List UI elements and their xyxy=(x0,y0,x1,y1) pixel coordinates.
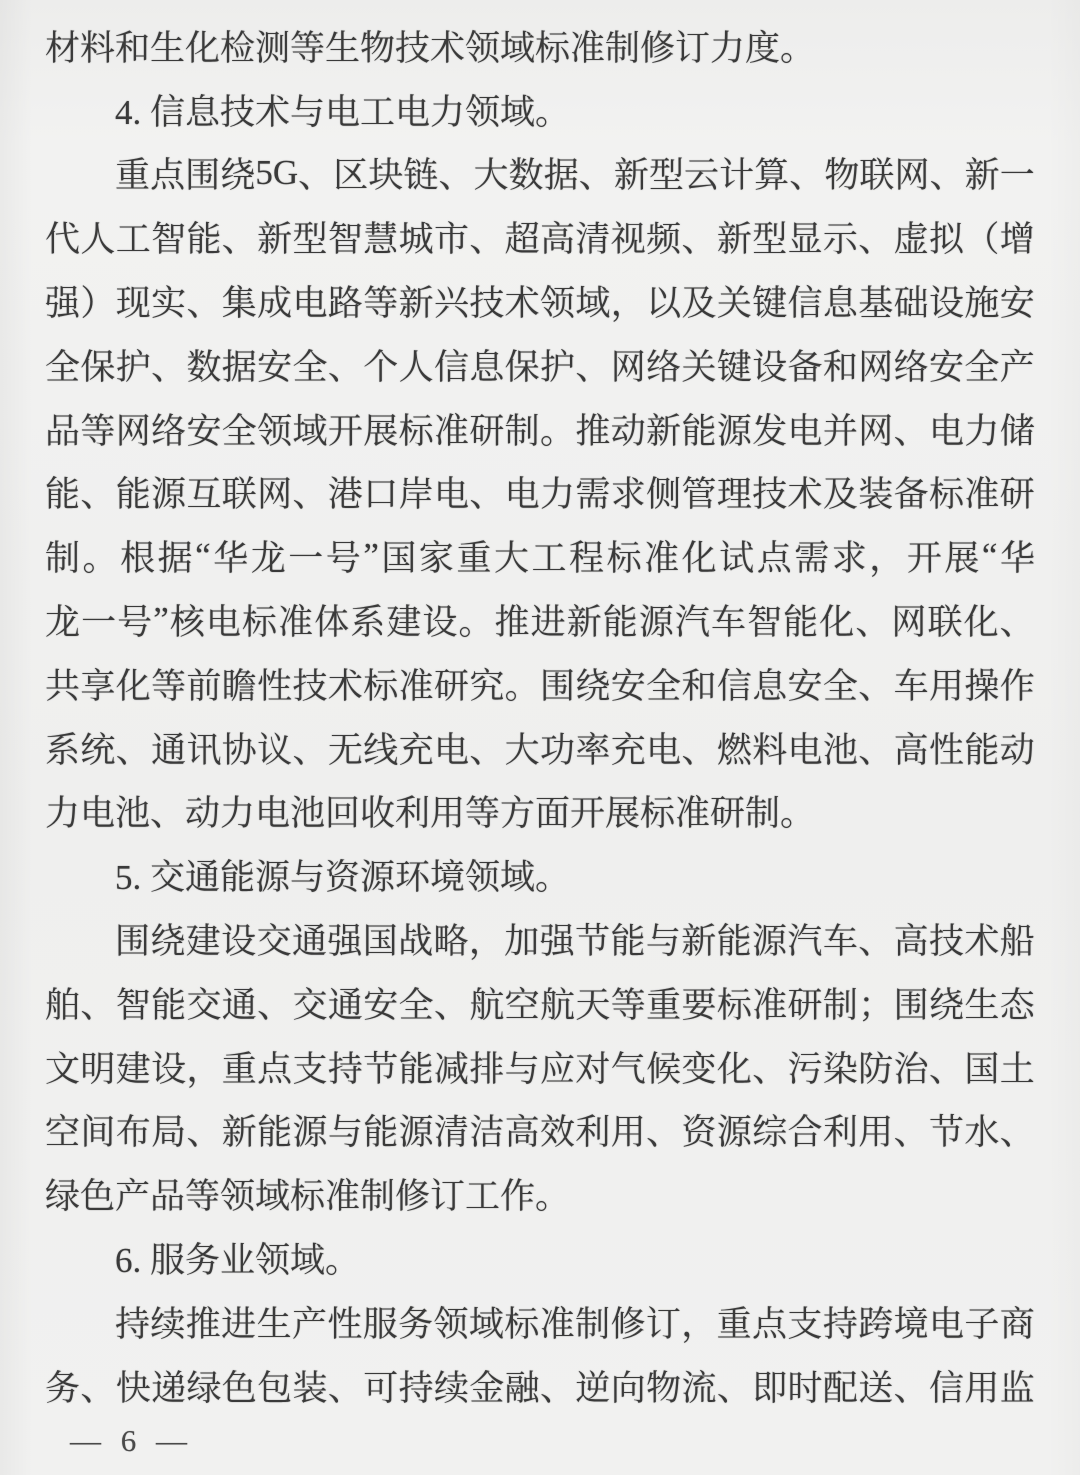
section-heading-6: 6. 服务业领域。 xyxy=(115,1241,361,1281)
body-line: 务 、 快 递 绿 色 包 装 、 可 持 续 金 融 、 逆 向 物 流 、 即 时 配 送 、 信 用 监 xyxy=(45,1368,1035,1408)
body-line: 持 续 推 进 生 产 性 服 务 领 域 标 准 制 修 订 ， 重 点 支 持 跨 境 电 子 商 xyxy=(115,1304,1035,1344)
body-line: 空 间 布 局 、 新 能 源 与 能 源 清 洁 高 效 利 用 、 资 源 综 合 利 用 、 节 水 、 xyxy=(45,1113,1035,1153)
body-line: 制 。 根 据 “ 华 龙 一 号 ” 国 家 重 大 工 程 标 准 化 试 点 需 求 ， 开 展 “ 华 xyxy=(45,536,1035,579)
body-line: 代 人 工 智 能 、 新 型 智 慧 城 市 、 超 高 清 视 频 、 新 型 显 示 、 虚 拟 （ 增 xyxy=(45,220,1035,260)
body-line: 文 明 建 设 ， 重 点 支 持 节 能 减 排 与 应 对 气 候 变 化 、 污 染 防 治 、 国 土 xyxy=(45,1049,1035,1089)
body-line: 强 ） 现 实 、 集 成 电 路 等 新 兴 技 术 领 域 ， 以 及 关 键 信 息 基 础 设 施 安 xyxy=(45,284,1035,324)
body-line: 舶 、 智 能 交 通 、 交 通 安 全 、 航 空 航 天 等 重 要 标 准 研 制 ； 围 绕 生 态 xyxy=(45,985,1035,1025)
body-line: 系 统 、 通 讯 协 议 、 无 线 充 电 、 大 功 率 充 电 、 燃 料 电 池 、 高 性 能 动 xyxy=(45,730,1035,770)
body-line: 绿色产品等领域标准制修订工作。 xyxy=(45,1177,571,1217)
body-line: 龙 一 号 ” 核 电 标 准 体 系 建 设 。 推 进 新 能 源 汽 车 智 能 化 、 网 联 化 、 xyxy=(45,600,1035,643)
body-line: 能 、 能 源 互 联 网 、 港 口 岸 电 、 电 力 需 求 侧 管 理 技 术 及 装 备 标 准 研 xyxy=(45,475,1035,515)
body-line: 品 等 网 络 安 全 领 域 开 展 标 准 研 制 。 推 动 新 能 源 发 电 并 网 、 电 力 储 xyxy=(45,411,1035,451)
page-number: — 6 — xyxy=(70,1422,193,1458)
body-line: 围 绕 建 设 交 通 强 国 战 略 ， 加 强 节 能 与 新 能 源 汽 车 、 高 技 术 船 xyxy=(115,922,1035,962)
body-line: 共 享 化 等 前 瞻 性 技 术 标 准 研 究 。 围 绕 安 全 和 信 息 安 全 、 车 用 操 作 xyxy=(45,666,1035,706)
body-line: 重 点 围 绕 5G 、 区 块 链 、 大 数 据 、 新 型 云 计 算 、 物 联 网 、 新 一 xyxy=(115,153,1035,196)
body-line: 力电池、动力电池回收利用等方面开展标准研制。 xyxy=(45,794,816,834)
body-line: 全 保 护 、 数 据 安 全 、 个 人 信 息 保 护 、 网 络 关 键 设 备 和 网 络 安 全 产 xyxy=(45,347,1035,387)
body-line: 材料和生化检测等生物技术领域标准制修订力度。 xyxy=(45,28,816,68)
section-heading-4: 4. 信息技术与电工电力领域。 xyxy=(115,92,571,132)
section-heading-5: 5. 交通能源与资源环境领域。 xyxy=(115,858,571,898)
